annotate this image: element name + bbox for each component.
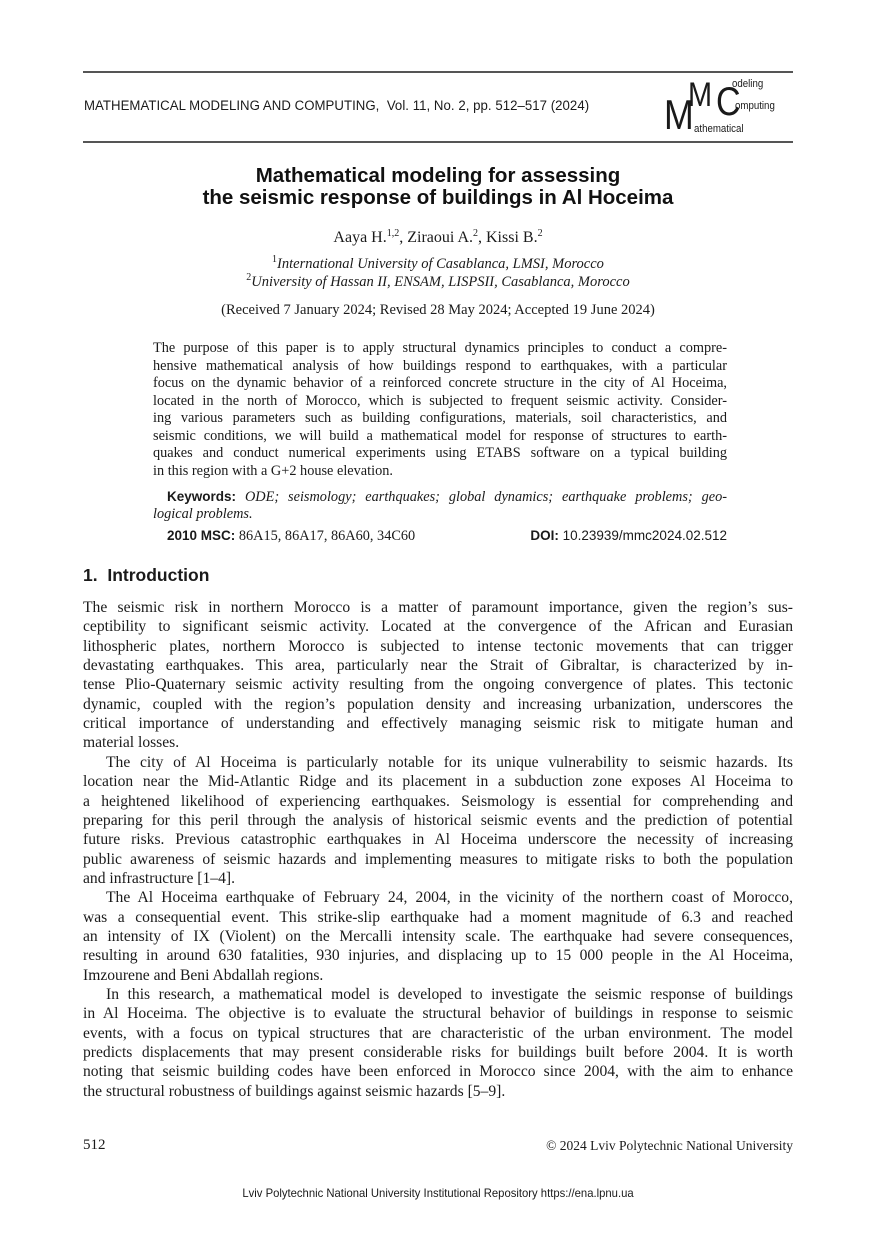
body-text-line: dynamic, coupled with the region’s population density and increasing urbanization, underscores the	[83, 695, 793, 713]
author-list	[0, 229, 876, 247]
logo-letter-m-large: M	[664, 91, 694, 138]
logo-letter-c: C	[716, 80, 741, 124]
journal-name: MATHEMATICAL MODELING AND COMPUTING,	[84, 98, 380, 114]
body-text-line: preparing for this peril through the analysis of historical seismic events and the prediction of potential	[83, 811, 793, 829]
journal-logo	[664, 78, 794, 138]
logo-word-computing: omputing	[735, 100, 775, 112]
body-text-line: location near the Mid-Atlantic Ridge and its placement in a subduction zone exposes Al Hoceima to	[83, 773, 793, 791]
body-text-line: and infrastructure [1–4].	[83, 869, 235, 887]
section-heading-introduction	[83, 565, 209, 586]
doi-value[interactable]: 10.23939/mmc2024.02.512	[562, 528, 727, 543]
body-text-line: future risks. Previous catastrophic earthquakes in Al Hoceima underscore the necessity of increasing	[83, 831, 793, 849]
body-text-line: tense Plio-Quaternary seismic activity resulting from the ongoing convergence of plates. This tectonic	[83, 676, 793, 694]
logo-word-mathematical: athematical	[694, 123, 744, 135]
logo-letter-m-small: M	[688, 76, 713, 114]
body-text-line: the structural robustness of buildings against seismic hazards [5–9].	[83, 1082, 506, 1100]
section-number: 1.	[83, 565, 98, 585]
body-text-line: The Al Hoceima earthquake of February 24, 2004, in the vicinity of the northern coast of Morocco,	[106, 889, 793, 907]
body-text-line: Imzourene and Beni Abdallah regions.	[83, 966, 324, 984]
author: Ziraoui A.$^2$,	[407, 228, 486, 246]
repository-notice: Lviv Polytechnic National University Institutional Repository https://ena.lpnu.ua	[242, 1186, 634, 1200]
body-text-line: In this research, a mathematical model is developed to investigate the seismic response of buildings	[106, 986, 793, 1003]
copyright-notice: © 2024 Lviv Polytechnic National University	[546, 1138, 793, 1153]
abstract-line: The purpose of this paper is to apply structural dynamics principles to conduct a compre-	[153, 340, 727, 356]
abstract-line: located in the north of Morocco, which is subjected to frequent seismic activity. Consider-	[153, 392, 727, 409]
abstract-line: focus on the dynamic behavior of a reinforced concrete structure in the city of Al Hoceima,	[153, 375, 727, 391]
body-text-line: events, with a focus on typical structures that are characteristic of the urban environment. The model	[83, 1024, 793, 1042]
affiliation-1: $^1$International University of Casablanca, LMSI, Morocco	[272, 254, 604, 272]
body-text-line: devastating earthquakes. This area, particularly near the Strait of Gibraltar, is characterized by in-	[83, 657, 793, 675]
body-text-line: was a consequential event. This strike-slip earthquake had a moment magnitude of 6.3 and reached	[83, 908, 793, 926]
author: Kissi B.$^2$	[486, 228, 543, 246]
author: Aaya H.$^{1,2}$,	[333, 228, 408, 246]
header-rule-top	[83, 71, 793, 73]
body-text-line: The seismic risk in northern Morocco is a matter of paramount importance, given the region’s sus-	[83, 599, 793, 616]
header-rule-bottom	[83, 141, 793, 143]
body-text-line: material losses.	[83, 734, 180, 752]
keywords-line-1	[167, 489, 727, 506]
doi	[530, 528, 727, 543]
msc-value: 86A15, 86A17, 86A60, 34C60	[238, 528, 416, 544]
page-number: 512	[83, 1137, 106, 1153]
body-text-line: resulting in around 630 fatalities, 930 injuries, and displacing up to 15 000 people in the Al Hoceima,	[83, 947, 793, 965]
body-text-line: ceptibility to significant seismic activity. Located at the convergence of the African and Eurasian	[83, 618, 793, 636]
running-head	[84, 98, 589, 114]
abstract-line: ing various parameters such as building configurations, materials, soil characteristics, and	[153, 410, 727, 426]
paper-title-line-1: Mathematical modeling for assessing	[255, 164, 621, 187]
volume-info: Vol. 11, No. 2, pp. 512–517 (2024)	[386, 98, 590, 114]
abstract-line: quakes and conduct numerical experiments using ETABS software on a typical building	[153, 445, 727, 461]
logo-word-modeling: odeling	[732, 78, 764, 90]
abstract-line: hensive mathematical analysis of how buildings respond to earthquakes, with a particular	[153, 357, 727, 374]
body-text-line: noting that seismic building codes have been enforced in Morocco since 2004, with the aim to enhance	[83, 1063, 793, 1081]
keywords-list: ODE; seismology; earthquakes; global dynamics; earthquake problems; geo-	[244, 489, 728, 505]
doi-label: DOI:	[530, 528, 559, 543]
body-text-line: The city of Al Hoceima is particularly notable for its unique vulnerability to seismic hazards. Its	[106, 753, 793, 771]
abstract-line: seismic conditions, we will build a mathematical model for response of structures to earth-	[153, 427, 727, 444]
paper-title-line-2: the seismic response of buildings in Al Hoceima	[202, 186, 674, 209]
keywords-line-2: logical problems.	[153, 506, 253, 522]
msc-label: 2010 MSC:	[167, 528, 236, 543]
msc-codes	[167, 528, 415, 545]
submission-dates: (Received 7 January 2024; Revised 28 May 2024; Accepted 19 June 2024)	[221, 302, 655, 318]
abstract-line: in this region with a G+2 house elevation.	[153, 462, 393, 479]
keywords-label: Keywords:	[167, 489, 237, 504]
body-text-line: predicts displacements that may present considerable risks for buildings built before 2004. It is worth	[83, 1044, 793, 1062]
affiliation-2: $^2$University of Hassan II, ENSAM, LISPSII, Casablanca, Morocco	[246, 272, 630, 290]
section-title: Introduction	[107, 565, 210, 585]
body-text-line: lithospheric plates, northern Morocco is subjected to intense tectonic movements that can trigger	[83, 637, 793, 655]
body-text-line: an intensity of IX (Violent) on the Mercalli intensity scale. The earthquake had severe consequences,	[83, 927, 793, 945]
body-text-line: critical importance of understanding and effectively managing seismic risk to mitigate human and	[83, 715, 793, 733]
body-text-line: public awareness of seismic hazards and implementing measures to mitigate risks to both the population	[83, 850, 793, 868]
body-text-line: a heightened likelihood of experiencing earthquakes. Seismology is essential for comprehending and	[83, 792, 793, 810]
body-text-line: in Al Hoceima. The objective is to evaluate the structural behavior of buildings in response to seismic	[83, 1005, 793, 1023]
